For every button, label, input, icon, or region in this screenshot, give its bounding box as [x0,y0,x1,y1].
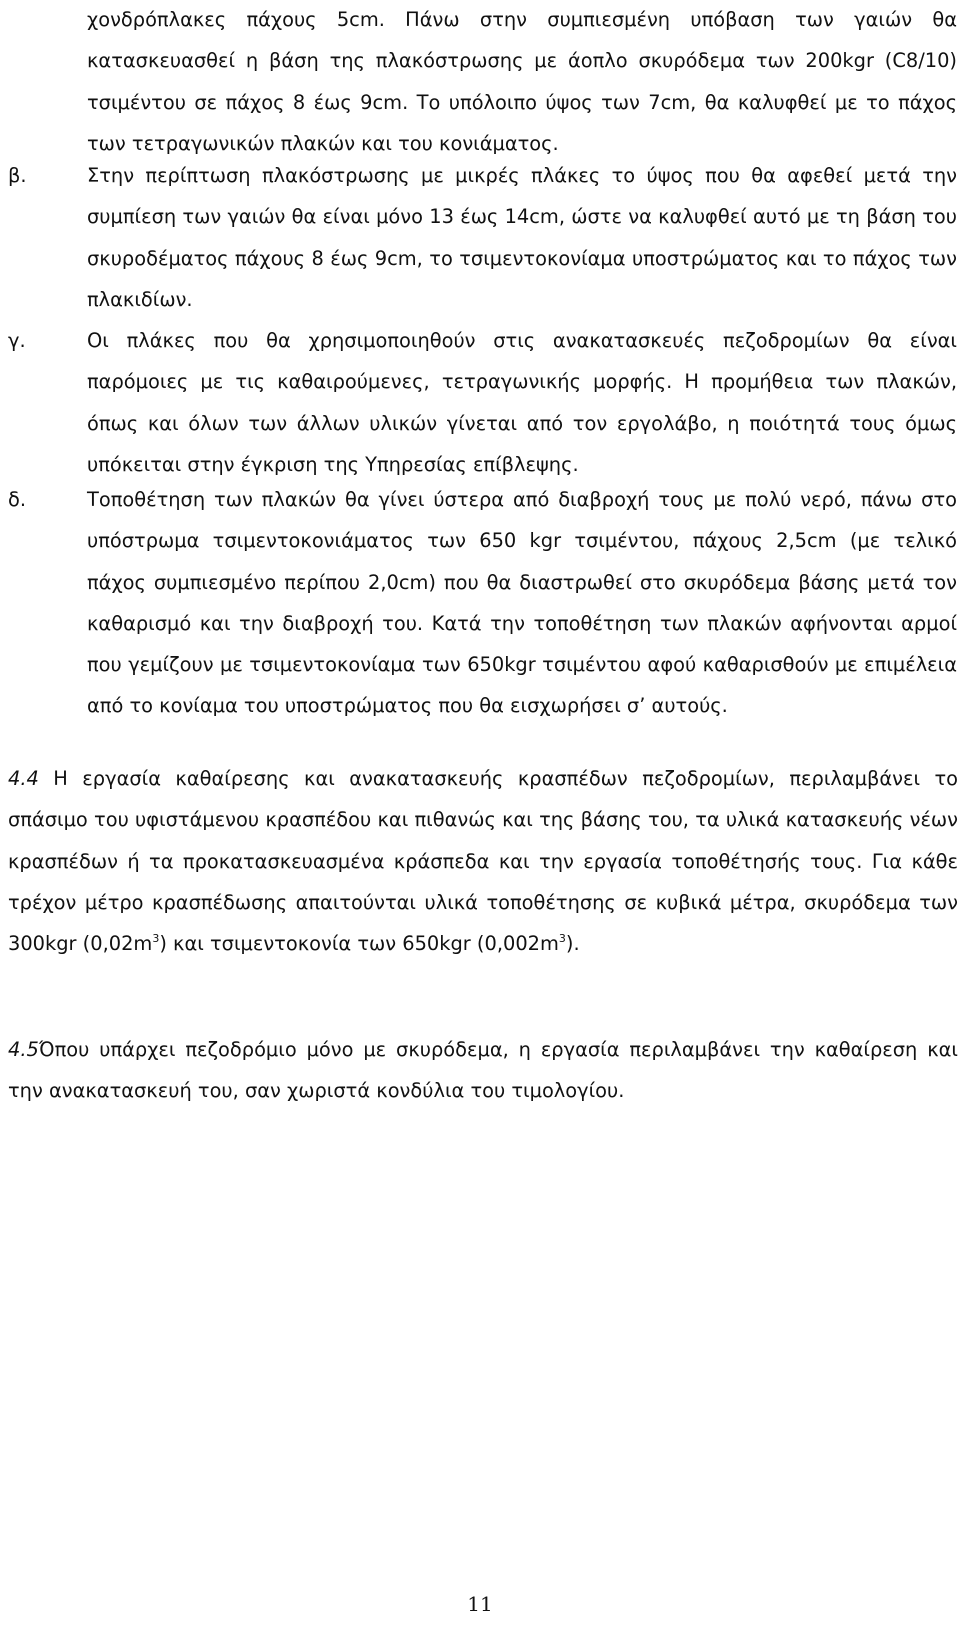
superscript: 3 [558,932,566,946]
section-text: ). [565,932,580,956]
list-item-letter: δ. [8,488,27,511]
list-item-letter: γ. [8,329,26,352]
section-4-4-paragraph [8,758,958,967]
page-number: 11 [467,1592,493,1616]
section-number: 4.5 [8,1038,39,1061]
list-item-text: Τοποθέτηση των πλακών θα γίνει ύστερα από διαβροχή τους με πολύ νερό, πάνω στο υπόστρωμα τσιμεντοκονιάματος των 650 kgr τσιμέντου, πάχους 2,5cm (με τελικό πάχος συμπιεσμένο περίπου 2,0cm) που θα διαστρωθεί στο σκυρόδεμα βάσης μετά τον καθαρισμό και την διαβροχή του. Κατά την τοποθέτηση των πλακών αφήνονται αρμοί που γεμίζουν με τσιμεντοκονίαμα των 650kgr τσιμέντου αφού καθαρισθούν με επιμέλεια από το κονίαμα του υποστρώματος που θα εισχωρήσει σ’ αυτούς. [87,488,957,718]
section-text: Όπου υπάρχει πεζοδρόμιο μόνο με σκυρόδεμα, η εργασία περιλαμβάνει την καθαίρεση και την ανακατασκευή του, σαν χωριστά κονδύλια του τιμολογίου. [8,1038,958,1103]
section-4-5-paragraph [8,1029,958,1112]
list-item-letter: β. [8,164,27,187]
section-text: ) και τσιμεντοκονία των 650kgr (0,002m [159,932,559,956]
section-text: Η εργασία καθαίρεσης και ανακατασκευής κρασπέδων πεζοδρομίων, περιλαμβάνει το σπάσιμο του υφιστάμενου κρασπέδου και πιθανώς και της βάσης του, τα υλικά κατασκευής νέων κρασπέδων ή τα προκατασκευασμένα κράσπεδα και την εργασία τοποθέτησής τους. Για κάθε τρέχον μέτρο κρασπέδωσης απαιτούνται υλικά τοποθέτησης σε κυβικά μέτρα, σκυρόδεμα των 300kgr (0,02m [8,767,958,956]
superscript: 3 [152,932,160,946]
section-number: 4.4 [8,767,39,790]
list-item-text: Οι πλάκες που θα χρησιμοποιηθούν στις ανακατασκευές πεζοδρομίων θα είναι παρόμοιες με τις καθαιρούμενες, τετραγωνικής μορφής. Η προμήθεια των πλακών, όπως και όλων των άλλων υλικών γίνεται από τον εργολάβο, η ποιότητά τους όμως υπόκειται στην έγκριση της Υπηρεσίας επίβλεψης. [87,329,957,476]
continuation-paragraph: χονδρόπλακες πάχους 5cm. Πάνω στην συμπιεσμένη υπόβαση των γαιών θα κατασκευασθεί η βάση της πλακόστρωσης με άοπλο σκυρόδεμα των 200kgr (C8/10) τσιμέντου σε πάχος 8 έως 9cm. Το υπόλοιπο ύψος των 7cm, θα καλυφθεί με το πάχος των τετραγωνικών πλακών και του κονιάματος. [87,8,957,155]
list-item-text: Στην περίπτωση πλακόστρωσης με μικρές πλάκες το ύψος που θα αφεθεί μετά την συμπίεση των γαιών θα είναι μόνο 13 έως 14cm, ώστε να καλυφθεί αυτό με τη βάση του σκυροδέματος πάχους 8 έως 9cm, το τσιμεντοκονίαμα υποστρώματος και το πάχος των πλακιδίων. [87,164,957,311]
